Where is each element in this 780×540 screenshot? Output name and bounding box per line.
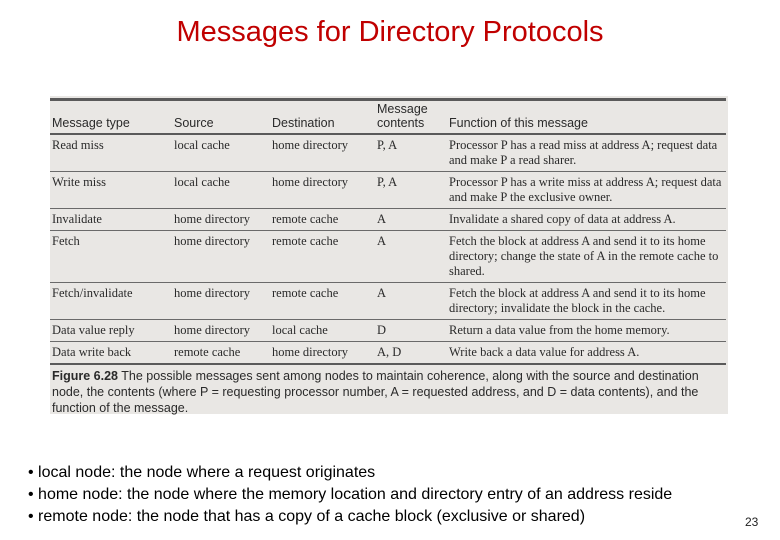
function-cell: Fetch the block at address A and send it to its home directory; invalidate the block in the cache. bbox=[447, 283, 726, 320]
table-row bbox=[50, 283, 726, 320]
message-type-cell: Invalidate bbox=[50, 209, 172, 231]
destination-cell: remote cache bbox=[270, 231, 375, 283]
table-row bbox=[50, 342, 726, 365]
note-local-node: • local node: the node where a request originates bbox=[28, 464, 376, 481]
source-cell: home directory bbox=[172, 231, 270, 283]
destination-cell: local cache bbox=[270, 320, 375, 342]
function-cell: Processor P has a write miss at address A; request data and make P the exclusive owner. bbox=[447, 172, 726, 209]
figure-caption bbox=[52, 368, 726, 416]
table-header-row bbox=[50, 102, 726, 134]
header-message-type: Message type bbox=[50, 102, 172, 134]
message-type-cell: Fetch/invalidate bbox=[50, 283, 172, 320]
contents-cell: P, A bbox=[375, 134, 447, 172]
message-type-cell: Data write back bbox=[50, 342, 172, 365]
destination-cell: home directory bbox=[270, 172, 375, 209]
source-cell: home directory bbox=[172, 209, 270, 231]
figure-label: Figure 6.28 bbox=[52, 369, 118, 383]
source-cell: home directory bbox=[172, 283, 270, 320]
source-cell: remote cache bbox=[172, 342, 270, 365]
table-row bbox=[50, 209, 726, 231]
table-body bbox=[50, 134, 726, 364]
destination-cell: remote cache bbox=[270, 209, 375, 231]
contents-cell: D bbox=[375, 320, 447, 342]
definitions-list bbox=[28, 462, 768, 528]
contents-cell: A, D bbox=[375, 342, 447, 365]
function-cell: Write back a data value for address A. bbox=[447, 342, 726, 365]
note-home-node: • home node: the node where the memory location and directory entry of an address reside bbox=[28, 486, 673, 503]
message-type-cell: Fetch bbox=[50, 231, 172, 283]
destination-cell: remote cache bbox=[270, 283, 375, 320]
function-cell: Invalidate a shared copy of data at address A. bbox=[447, 209, 726, 231]
message-type-cell: Write miss bbox=[50, 172, 172, 209]
caption-text: The possible messages sent among nodes to maintain coherence, along with the source and destination node, the contents (where P = requesting processor number, A = requested address, and D = data contents), and the function of the message. bbox=[52, 369, 699, 415]
source-cell: local cache bbox=[172, 134, 270, 172]
function-cell: Fetch the block at address A and send it to its home directory; change the state of A in the remote cache to shared. bbox=[447, 231, 726, 283]
table-top-rule bbox=[50, 98, 726, 101]
table-row bbox=[50, 320, 726, 342]
header-message-contents: Message contents bbox=[375, 102, 447, 134]
header-function: Function of this message bbox=[447, 102, 726, 134]
header-destination: Destination bbox=[270, 102, 375, 134]
contents-cell: A bbox=[375, 209, 447, 231]
destination-cell: home directory bbox=[270, 134, 375, 172]
table-row bbox=[50, 231, 726, 283]
table-row bbox=[50, 172, 726, 209]
slide-title: Messages for Directory Protocols bbox=[176, 16, 604, 48]
source-cell: local cache bbox=[172, 172, 270, 209]
contents-cell: P, A bbox=[375, 172, 447, 209]
contents-cell: A bbox=[375, 283, 447, 320]
contents-cell: A bbox=[375, 231, 447, 283]
function-cell: Return a data value from the home memory. bbox=[447, 320, 726, 342]
message-type-cell: Data value reply bbox=[50, 320, 172, 342]
page-number: 23 bbox=[745, 515, 759, 529]
header-source: Source bbox=[172, 102, 270, 134]
table-row bbox=[50, 134, 726, 172]
destination-cell: home directory bbox=[270, 342, 375, 365]
function-cell: Processor P has a read miss at address A; request data and make P a read sharer. bbox=[447, 134, 726, 172]
source-cell: home directory bbox=[172, 320, 270, 342]
messages-table bbox=[50, 102, 726, 365]
figure-image bbox=[50, 96, 728, 414]
message-type-cell: Read miss bbox=[50, 134, 172, 172]
note-remote-node: • remote node: the node that has a copy of a cache block (exclusive or shared) bbox=[28, 508, 586, 525]
